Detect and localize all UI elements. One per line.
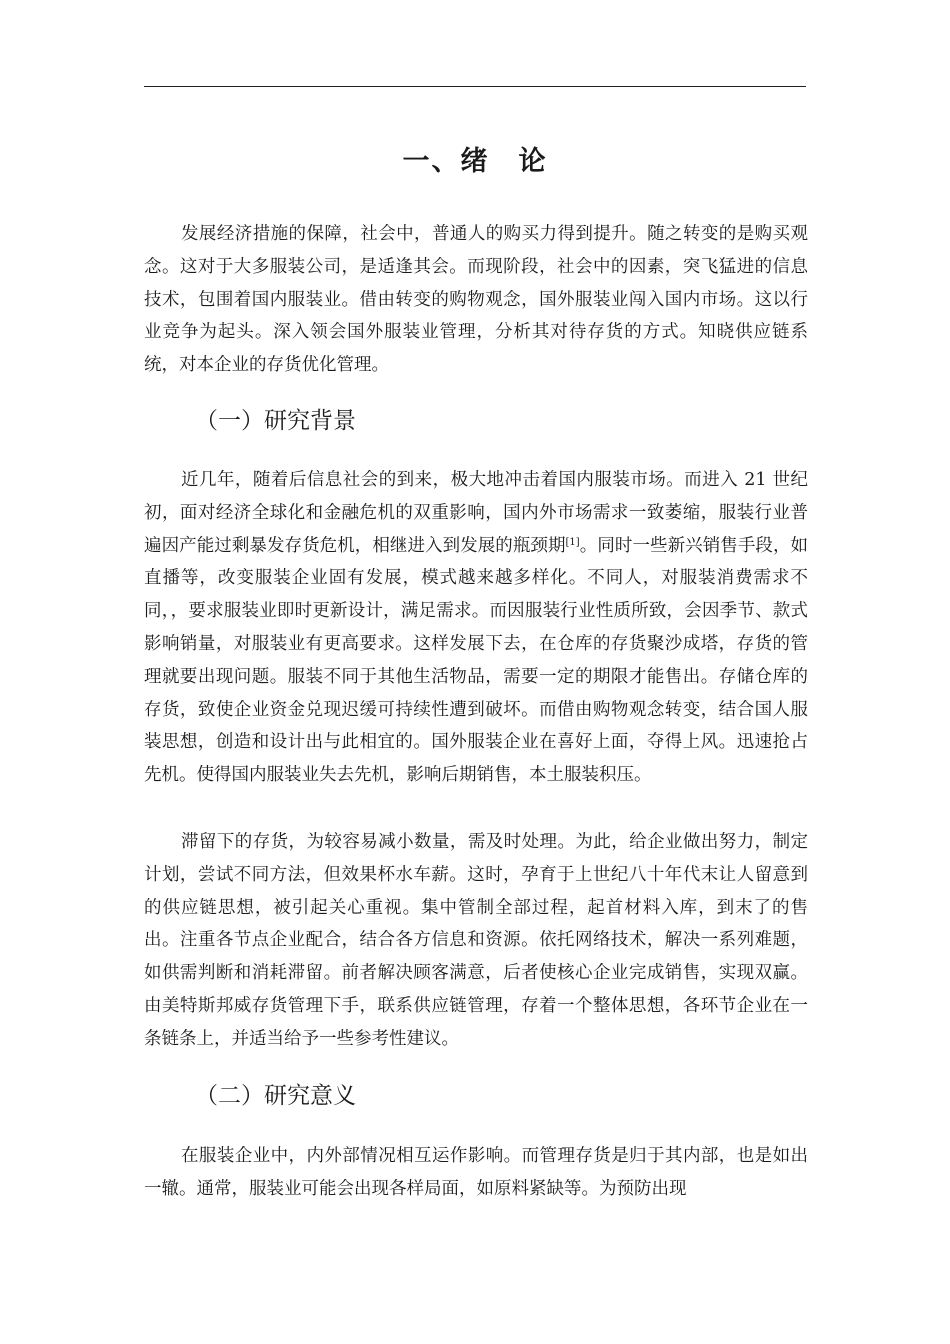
section-title-significance: （二）研究意义 bbox=[195, 1083, 356, 1109]
header-rule bbox=[144, 86, 806, 87]
background-paragraph-1-text-a: 近几年，随着后信息社会的到来，极大地冲击着国内服装市场。而进入 21 世纪初，面对经济全球化和金融危机的双重影响，国内外市场需求一致萎缩，服装行业普遍因产能过剩暴发存货危机，相继进入到发展的瓶颈期 bbox=[144, 470, 808, 556]
section-title-background: （一）研究背景 bbox=[195, 408, 356, 434]
intro-paragraph: 发展经济措施的保障，社会中，普通人的购买力得到提升。随之转变的是购买观念。这对于大多服装公司，是适逢其会。而现阶段，社会中的因素，突飞猛进的信息技术，包围着国内服装业。借由转变的购物观念，国外服装业闯入国内市场。这以行业竞争为起头。深入领会国外服装业管理，分析其对待存货的方式。知晓供应链系统，对本企业的存货优化管理。 bbox=[144, 224, 808, 376]
background-paragraph-1 bbox=[144, 464, 808, 792]
significance-paragraph-1: 在服装企业中，内外部情况相互运作影响。而管理存货是归于其内部，也是如出一辙。通常，服装业可能会出现各样局面，如原料紧缺等。为预防出现 bbox=[144, 1146, 808, 1199]
background-paragraph-1-text-b: 。同时一些新兴销售手段，如直播等，改变服装企业固有发展，模式越来越多样化。不同人，对服装消费需求不同，，要求服装业即时更新设计，满足需求。而因服装行业性质所致，会因季节、款式影响销量，对服装业有更高要求。这样发展下去，在仓库的存货聚沙成塔，存货的管理就要出现问题。服装不同于其他生活物品，需要一定的期限才能售出。存储仓库的存货，致使企业资金兑现迟缓可持续性遭到破坏。而借由购物观念转变，结合国人服装思想，创造和设计出与此相宜的。国外服装企业在喜好上面，夺得上风。迅速抢占先机。使得国内服装业失去先机，影响后期销售，本土服装积压。 bbox=[144, 535, 809, 786]
chapter-title: 一、绪 论 bbox=[402, 146, 548, 177]
citation-ref: [1] bbox=[565, 536, 580, 548]
background-paragraph-2: 滞留下的存货，为较容易减小数量，需及时处理。为此，给企业做出努力，制定计划，尝试不同方法，但效果杯水车薪。这时，孕育于上世纪八十年代末让人留意到的供应链思想，被引起关心重视。集中管制全部过程，起首材料入库，到末了的售出。注重各节点企业配合，结合各方信息和资源。依托网络技术，解决一系列难题，如供需判断和消耗滞留。前者解决顾客满意，后者使核心企业完成销售，实现双赢。由美特斯邦威存货管理下手，联系供应链管理，存着一个整体思想，各环节企业在一条链条上，并适当给予一些参考性建议。 bbox=[144, 832, 808, 1049]
